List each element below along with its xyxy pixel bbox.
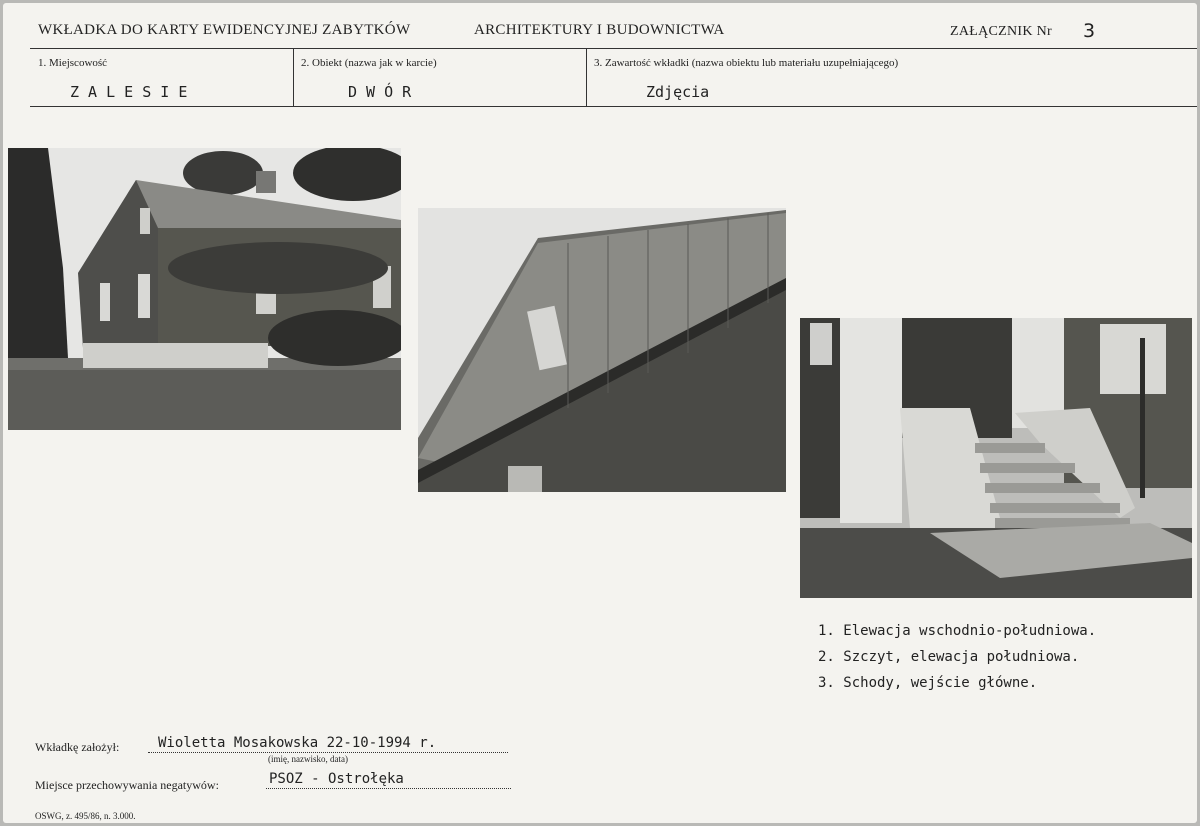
field-object-label: 2. Obiekt (nazwa jak w karcie) bbox=[301, 57, 437, 69]
caption-2: 2. Szczyt, elewacja południowa. bbox=[818, 649, 1080, 665]
author-dotted-line bbox=[148, 752, 508, 753]
storage-value: PSOZ - Ostrołęka bbox=[269, 771, 404, 787]
photo-1-house-facade bbox=[8, 148, 401, 430]
storage-dotted-line bbox=[266, 788, 511, 789]
attachment-number: 3 bbox=[1083, 20, 1096, 42]
field-divider-2 bbox=[586, 48, 587, 106]
caption-1: 1. Elewacja wschodnio-południowa. bbox=[818, 623, 1097, 639]
author-hint: (imię, nazwisko, data) bbox=[268, 754, 348, 764]
author-value: Wioletta Mosakowska 22-10-1994 r. bbox=[158, 735, 437, 751]
author-label: Wkładkę założył: bbox=[35, 740, 120, 754]
card-title: WKŁADKA DO KARTY EWIDENCYJNEJ ZABYTKÓW bbox=[38, 22, 411, 38]
field-locality-label: 1. Miejscowość bbox=[38, 57, 108, 69]
storage-label: Miejsce przechowywania negatywów: bbox=[35, 778, 219, 792]
field-content-value: Zdjęcia bbox=[646, 83, 710, 101]
print-info: OSWG, z. 495/86, n. 3.000. bbox=[35, 811, 136, 821]
photo-2-gable bbox=[418, 208, 786, 492]
record-card bbox=[3, 3, 1197, 823]
header-rule bbox=[30, 48, 1197, 49]
field-object-value: D W Ó R bbox=[348, 83, 412, 101]
attachment-label: ZAŁĄCZNIK Nr bbox=[950, 24, 1052, 39]
caption-3: 3. Schody, wejście główne. bbox=[818, 675, 1038, 691]
fields-rule bbox=[30, 106, 1197, 107]
field-divider-1 bbox=[293, 48, 294, 106]
field-locality-value: Z A L E S I E bbox=[70, 83, 188, 101]
field-content-label: 3. Zawartość wkładki (nazwa obiektu lub materiału uzupełniającego) bbox=[594, 57, 899, 69]
photo-3-stairs-entrance bbox=[800, 318, 1192, 598]
card-subtitle: ARCHITEKTURY I BUDOWNICTWA bbox=[474, 22, 725, 38]
